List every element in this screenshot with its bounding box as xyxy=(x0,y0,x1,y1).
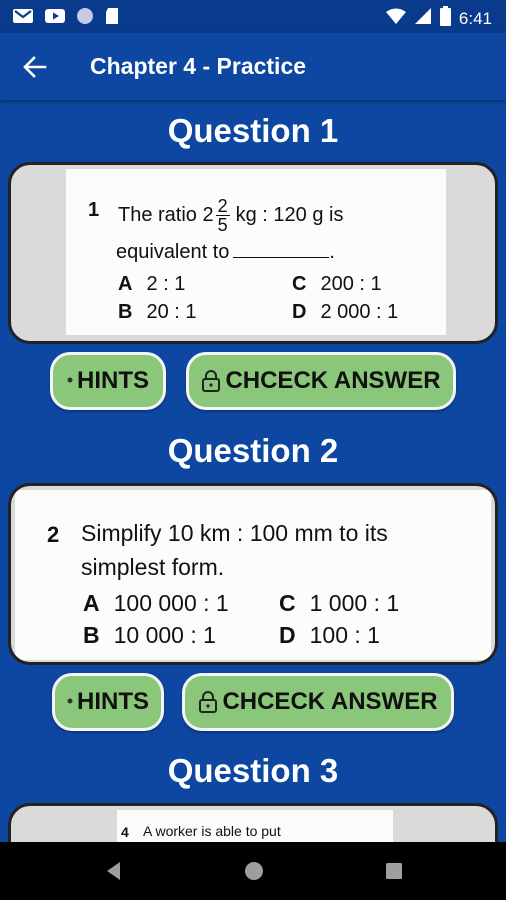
option xyxy=(83,590,229,617)
option-letter: D xyxy=(279,622,296,648)
option xyxy=(279,590,399,617)
question-text: equivalent to xyxy=(116,241,230,263)
option-letter: B xyxy=(83,622,100,648)
page-title: Chapter 4 - Practice xyxy=(90,53,307,79)
answer-blank xyxy=(233,242,329,258)
question-card xyxy=(8,483,498,665)
option-letter: B xyxy=(118,301,133,323)
option-letter: C xyxy=(279,590,296,616)
option xyxy=(83,622,216,649)
question-number: 2 xyxy=(47,522,60,547)
check-answer-label: CHCECK ANSWER xyxy=(222,688,438,715)
back-triangle-icon[interactable] xyxy=(104,860,124,887)
check-answer-label: CHCECK ANSWER xyxy=(225,367,441,394)
option xyxy=(279,622,380,649)
hints-label: HINTS xyxy=(77,367,149,394)
system-icons xyxy=(386,6,492,31)
option-value: 2 000 : 1 xyxy=(320,301,399,323)
status-time: 6:41 xyxy=(458,8,492,28)
check-answer-button[interactable] xyxy=(182,673,454,731)
circle-icon xyxy=(76,7,94,30)
option-value: 1 000 : 1 xyxy=(309,590,400,616)
notification-icons xyxy=(12,7,120,30)
question-text: kg : 120 g is xyxy=(235,204,344,226)
signal-icon xyxy=(414,7,432,30)
option-value: 20 : 1 xyxy=(146,301,197,323)
question-text: simplest form. xyxy=(81,554,225,580)
app-bar xyxy=(0,33,506,100)
sd-card-icon xyxy=(104,7,120,30)
youtube-icon xyxy=(44,7,66,30)
question-text: Simplify 10 km : 100 mm to its xyxy=(81,520,388,546)
hints-button[interactable] xyxy=(50,352,166,410)
fraction xyxy=(216,197,230,234)
question-image xyxy=(15,490,491,660)
question-number: 1 xyxy=(88,199,100,221)
option-letter: A xyxy=(83,590,100,616)
question-text-line: equivalent to . xyxy=(116,241,335,263)
question-text-line xyxy=(118,197,343,234)
question-heading: Question 1 xyxy=(167,112,339,149)
question-text: The ratio 2 xyxy=(118,204,214,226)
gmail-icon xyxy=(12,7,34,30)
option-letter: C xyxy=(292,273,307,295)
wifi-icon xyxy=(386,7,406,30)
hints-label: HINTS xyxy=(77,688,149,715)
option-letter: A xyxy=(118,273,133,295)
lock-icon xyxy=(198,691,218,713)
home-circle-icon[interactable] xyxy=(243,860,265,887)
hints-button[interactable] xyxy=(52,673,164,731)
lightbulb-icon xyxy=(67,698,73,706)
option xyxy=(118,301,197,324)
question-number: 4 xyxy=(121,824,129,840)
question-heading: Question 3 xyxy=(167,752,339,789)
question-image xyxy=(117,810,393,842)
question-image xyxy=(66,169,446,335)
navigation-bar xyxy=(0,842,506,900)
option-value: 100 : 1 xyxy=(309,622,380,648)
question-text: A worker is able to put xyxy=(143,823,281,839)
lock-icon xyxy=(201,370,221,392)
battery-icon xyxy=(440,6,451,31)
arrow-back-icon xyxy=(18,71,52,88)
option xyxy=(292,273,382,296)
option xyxy=(292,301,398,324)
question-heading: Question 2 xyxy=(167,432,339,469)
recents-square-icon[interactable] xyxy=(384,860,404,887)
option-letter: D xyxy=(292,301,307,323)
fraction-numerator: 2 xyxy=(217,196,228,216)
option xyxy=(118,273,185,296)
fraction-denominator: 5 xyxy=(217,215,228,235)
question-list[interactable] xyxy=(0,100,506,842)
back-button[interactable] xyxy=(18,50,52,84)
question-card xyxy=(8,162,498,344)
option-value: 10 000 : 1 xyxy=(113,622,216,648)
option-value: 100 000 : 1 xyxy=(113,590,229,616)
check-answer-button[interactable] xyxy=(186,352,456,410)
option-value: 200 : 1 xyxy=(320,273,382,295)
status-bar xyxy=(0,0,506,33)
question-card xyxy=(8,803,498,842)
lightbulb-icon xyxy=(67,377,73,385)
option-value: 2 : 1 xyxy=(146,273,186,295)
